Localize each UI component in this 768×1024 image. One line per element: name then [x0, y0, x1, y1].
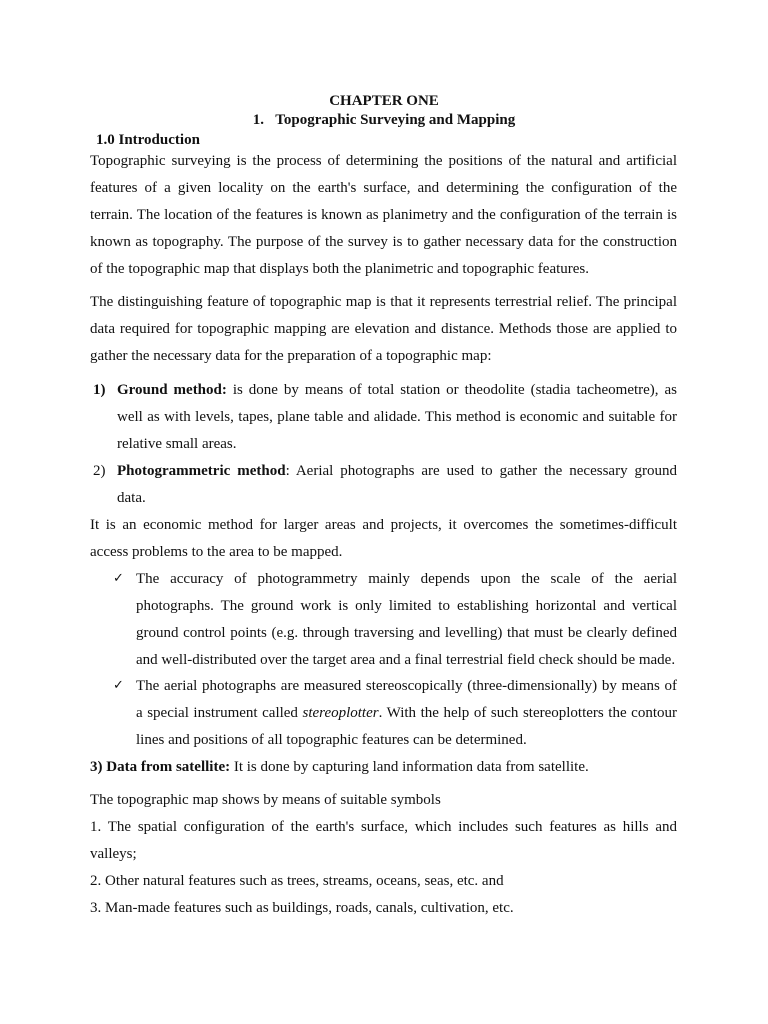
- bullet2-line-1: The aerial photographs are measured stereoscopically (three-dimensionally) by means of: [136, 678, 677, 694]
- method3-label: 3) Data from satellite:: [90, 759, 231, 775]
- feature-line-1: The distinguishing feature of topographic map is that it represents terrestrial relief. The principal: [90, 294, 677, 310]
- method1-line-1: [117, 381, 677, 399]
- bullet1-line-4: and well-distributed over the target area and a final terrestrial field check should be made.: [136, 652, 676, 668]
- intro-line-4: known as topography. The purpose of the survey is to gather necessary data for the construction: [90, 234, 677, 250]
- method3-line: [90, 758, 589, 776]
- bullet2-line-3: lines and positions of all topographic features can be determined.: [136, 732, 527, 748]
- chapter-title: CHAPTER ONE: [329, 93, 439, 109]
- method2-number: 2): [93, 463, 106, 479]
- feature-line-2: data required for topographic mapping are elevation and distance. Methods those are applied to: [90, 321, 677, 337]
- subsection-title: 1.0 Introduction: [96, 132, 200, 148]
- list-item2: 2. Other natural features such as trees, streams, oceans, seas, etc. and: [90, 873, 504, 889]
- method1-number: 1): [93, 382, 106, 398]
- list-item3: 3. Man-made features such as buildings, roads, canals, cultivation, etc.: [90, 900, 514, 916]
- method1-line-3: relative small areas.: [117, 436, 237, 452]
- intro-line-1: Topographic surveying is the process of determining the positions of the natural and artificial: [90, 153, 677, 169]
- map-symbols-intro: The topographic map shows by means of suitable symbols: [90, 792, 441, 808]
- check-icon: ✓: [113, 678, 124, 693]
- method2-line-2: data.: [117, 490, 146, 506]
- stereoplotter-term: stereoplotter: [302, 705, 379, 721]
- method1-line-2: well as with levels, tapes, plane table and alidade. This method is economic and suitable for: [117, 409, 677, 425]
- method2-line-1: [117, 462, 677, 480]
- economic-line-1: It is an economic method for larger areas and projects, it overcomes the sometimes-difficult: [90, 517, 677, 533]
- method1-text: is done by means of total station or theodolite (stadia tacheometre), as: [232, 382, 677, 398]
- section-title: Topographic Surveying and Mapping: [275, 112, 516, 128]
- bullet2-line-2: [136, 704, 677, 722]
- check-icon: ✓: [113, 571, 124, 586]
- bullet1-line-3: ground control points (e.g. through traversing and levelling) that must be clearly defined: [136, 625, 677, 641]
- intro-line-2: features of a given locality on the earth's surface, and determining the configuration of the: [90, 180, 677, 196]
- list-item1-line-1: 1. The spatial configuration of the earth's surface, which includes such features as hills and: [90, 819, 677, 835]
- method3-text: It is done by capturing land information data from satellite.: [230, 759, 589, 775]
- bullet1-line-2: photographs. The ground work is only limited to establishing horizontal and vertical: [136, 598, 677, 614]
- economic-line-2: access problems to the area to be mapped.: [90, 544, 343, 560]
- section-number: 1.: [252, 112, 265, 128]
- feature-line-3: gather the necessary data for the preparation of a topographic map:: [90, 348, 492, 364]
- bullet1-line-1: The accuracy of photogrammetry mainly depends upon the scale of the aerial: [136, 571, 677, 587]
- method2-label: Photogrammetric method: [117, 463, 286, 479]
- intro-line-5: of the topographic map that displays both the planimetric and topographic features.: [90, 261, 590, 277]
- list-item1-line-2: valleys;: [90, 846, 137, 862]
- bullet2-text-pre: a special instrument called: [136, 705, 303, 721]
- method2-text: : Aerial photographs are used to gather the necessary ground: [285, 463, 677, 479]
- section-heading: [0, 111, 768, 129]
- intro-line-3: terrain. The location of the features is known as planimetry and the configuration of the terrain is: [90, 207, 677, 223]
- method1-label: Ground method:: [117, 382, 227, 398]
- bullet2-text-post: . With the help of such stereoplotters the contour: [378, 705, 678, 721]
